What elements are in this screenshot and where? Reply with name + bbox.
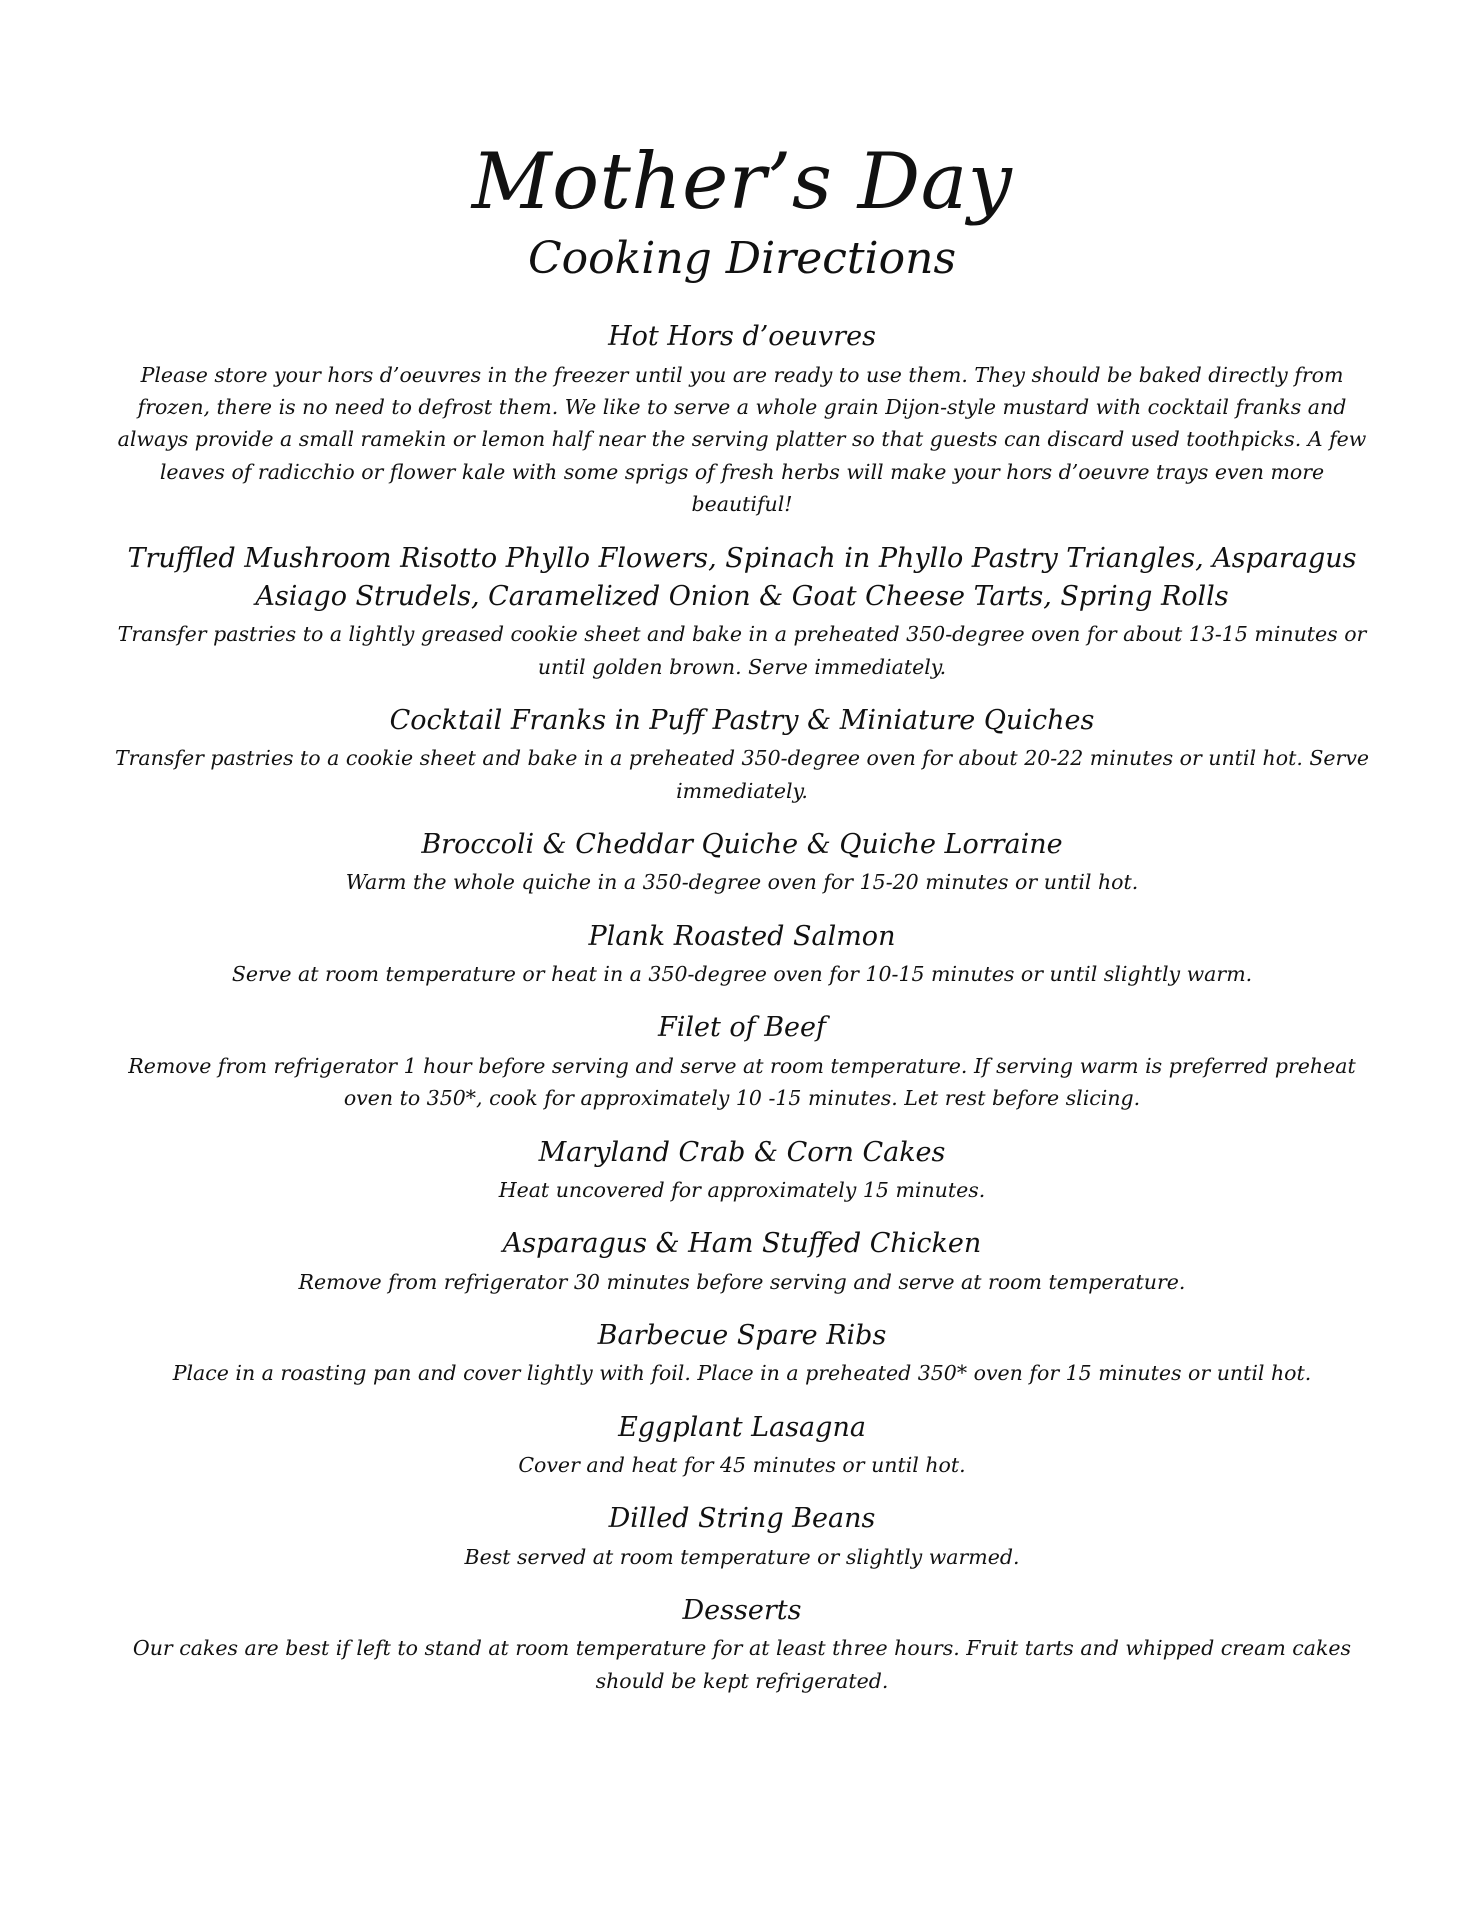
section-phyllo-pastries (110, 540, 1374, 683)
section-heading: Plank Roasted Salmon (588, 920, 896, 952)
section-heading: Eggplant Lasagna (618, 1411, 866, 1443)
section-quiche (110, 826, 1374, 899)
section-instructions: Place in a roasting pan and cover lightly with foil. Place in a preheated 350* oven for 15 minutes or until hot. (172, 1361, 1312, 1386)
section-instructions: Cover and heat for 45 minutes or until hot. (518, 1453, 966, 1477)
document-title: Mother’s Day (471, 137, 1013, 227)
section-string-beans (110, 1500, 1374, 1573)
section-instructions: Our cakes are best if left to stand at room temperature for at least three hours. Fruit tarts and whipped cream cakes should be kept refrigerated. (132, 1636, 1352, 1693)
section-desserts (110, 1592, 1374, 1697)
section-crab-corn-cakes (110, 1134, 1374, 1207)
section-instructions: Remove from refrigerator 30 minutes before serving and serve at room temperature. (298, 1269, 1186, 1294)
section-heading: Dilled String Beans (608, 1503, 876, 1535)
section-stuffed-chicken (110, 1225, 1374, 1298)
section-instructions: Transfer pastries to a lightly greased cookie sheet and bake in a preheated 350-degree oven for about 13-15 minutes or until golden brown. Serve immediately. (117, 622, 1367, 679)
section-plank-roasted-salmon (110, 918, 1374, 991)
section-spare-ribs (110, 1317, 1374, 1390)
section-instructions: Transfer pastries to a cookie sheet and bake in a preheated 350-degree oven for about 20-22 minutes or until hot. Serve immediately. (114, 746, 1370, 803)
section-heading: Broccoli & Cheddar Quiche & Quiche Lorraine (421, 829, 1063, 861)
document-subtitle: Cooking Directions (527, 232, 957, 284)
section-instructions: Please store your hors d’oeuvres in the freezer until you are ready to use them. They should be baked directly from frozen, there is no need to defrost them. We like to serve a whole grain Dijon-style mustard with cocktail franks and always provide a small ramekin or lemon half near the serving platter so that guests can discard used toothpicks. A few leaves of radicchio or flower kale with some sprigs of fresh herbs will make your hors d’oeuvre trays even more beautiful! (117, 362, 1367, 517)
section-heading: Cocktail Franks in Puff Pastry & Miniature Quiches (389, 705, 1095, 736)
section-heading: Hot Hors d’oeuvres (608, 321, 876, 353)
section-instructions: Warm the whole quiche in a 350-degree oven for 15-20 minutes or until hot. (345, 870, 1139, 895)
section-instructions: Serve at room temperature or heat in a 350-degree oven for 10-15 minutes or until slightly warm. (231, 962, 1253, 987)
section-heading: Filet of Beef (657, 1012, 827, 1044)
section-eggplant-lasagna (110, 1409, 1374, 1482)
section-heading: Maryland Crab & Corn Cakes (538, 1136, 946, 1168)
section-cocktail-franks-quiches (110, 702, 1374, 807)
section-heading: Truffled Mushroom Risotto Phyllo Flowers, Spinach in Phyllo Pastry Triangles, Asparagus Asiago Strudels, Caramelized Onion & Goat Cheese Tarts, Spring Rolls (127, 542, 1357, 612)
section-heading: Asparagus & Ham Stuffed Chicken (502, 1228, 982, 1260)
section-filet-of-beef (110, 1009, 1374, 1114)
section-instructions: Remove from refrigerator 1 hour before serving and serve at room temperature. If serving warm is preferred preheat oven to 350*, cook for approximately 10 -15 minutes. Let rest before slicing. (128, 1053, 1356, 1111)
section-hot-hors-doeuvres (110, 318, 1374, 520)
section-heading: Barbecue Spare Ribs (597, 1319, 887, 1351)
section-heading: Desserts (682, 1595, 802, 1627)
section-instructions: Best served at room temperature or slightly warmed. (464, 1544, 1020, 1569)
section-instructions: Heat uncovered for approximately 15 minutes. (498, 1177, 986, 1202)
